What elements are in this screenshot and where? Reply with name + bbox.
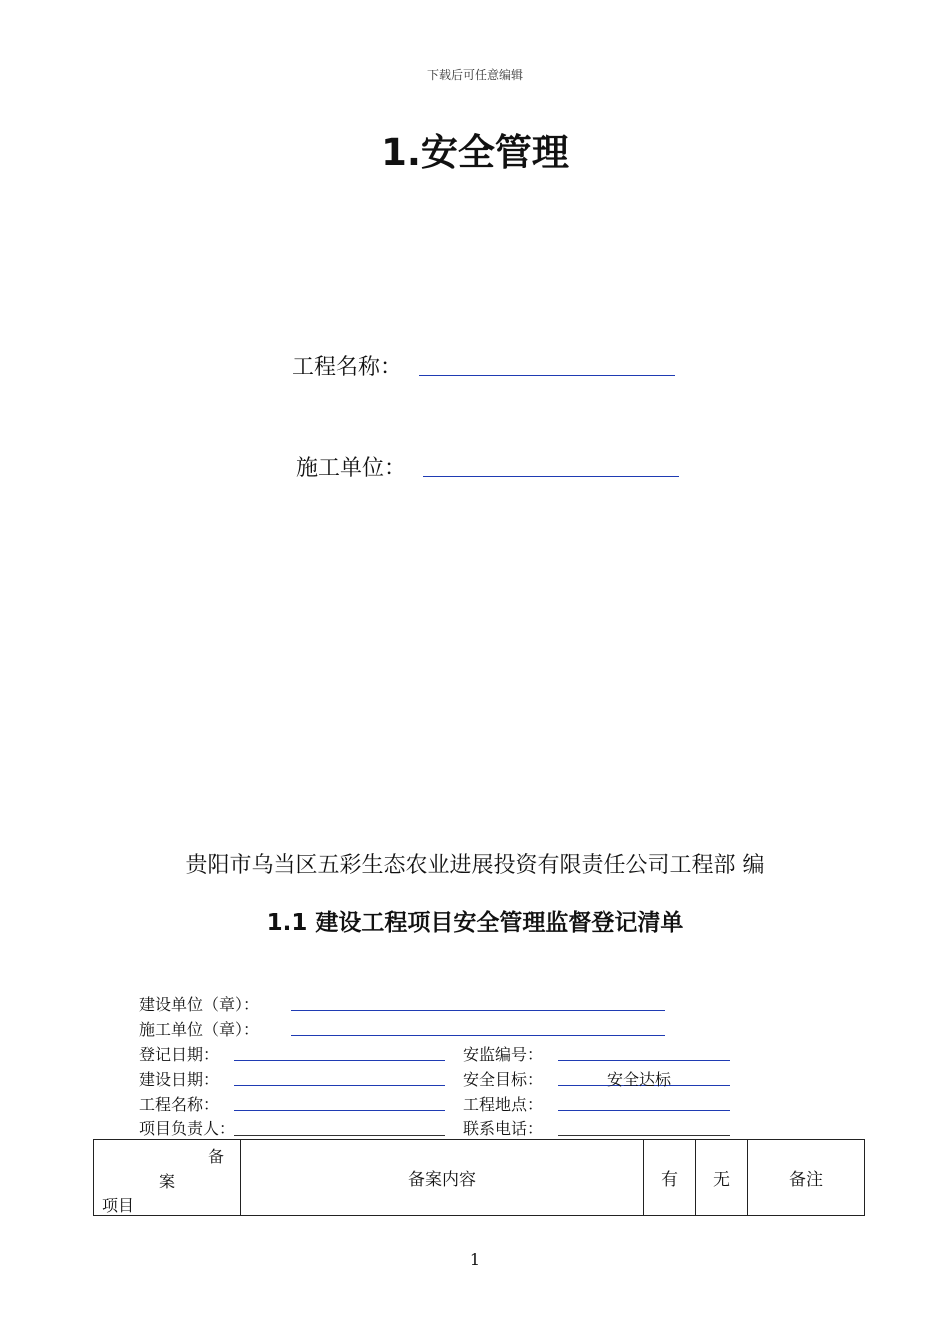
cover-project-name-label: 工程名称： [292,355,403,380]
diagonal-header-cell [94,1140,241,1216]
table-header-row [94,1140,865,1216]
header-note: 下载后可任意编辑 [426,68,523,82]
diag-header-bottom: 项目 [102,1196,135,1215]
builder-label: 建设单位（章）： [139,995,260,1014]
build-date-label: 建设日期： [139,1070,220,1089]
contact-phone-label: 联系电话： [463,1119,544,1138]
cover-contractor-field [296,451,406,482]
diag-header-mid: 案 [159,1172,176,1191]
col-yes-header: 有 [644,1140,696,1216]
contact-phone-line[interactable] [558,1135,730,1136]
section-subtitle: 1.1 建设工程项目安全管理监督登记清单 [266,910,684,936]
contractor-line[interactable] [291,1035,665,1036]
register-date-line[interactable] [234,1060,445,1061]
cover-project-name-field [292,350,402,381]
company-line: 贵阳市乌当区五彩生态农业进展投资有限责任公司工程部 编 [185,853,765,878]
col-no-header: 无 [696,1140,748,1216]
cover-contractor-label: 施工单位： [296,456,407,481]
cover-contractor-line[interactable] [423,475,679,477]
contractor-label: 施工单位（章）： [139,1020,260,1039]
safety-number-line[interactable] [558,1060,730,1061]
builder-line[interactable] [291,1010,665,1011]
project-manager-line[interactable] [234,1135,445,1136]
project-name-line[interactable] [234,1110,445,1111]
main-title: 1.安全管理 [381,131,569,174]
diag-header-top: 备 [207,1147,224,1166]
project-location-line[interactable] [558,1110,730,1111]
page-number: 1 [469,1250,481,1269]
registration-table [93,1139,865,1216]
col-content-header: 备案内容 [241,1140,644,1216]
build-date-line[interactable] [234,1085,445,1086]
project-manager-label: 项目负责人： [139,1119,236,1138]
safety-number-label: 安监编号： [463,1045,544,1064]
cover-project-name-line[interactable] [419,374,675,376]
col-note-header: 备注 [748,1140,865,1216]
safety-target-label: 安全目标： [463,1070,544,1089]
project-location-label: 工程地点： [463,1095,544,1114]
register-date-label: 登记日期： [139,1045,220,1064]
safety-target-value: 安全达标 [607,1070,672,1089]
project-name-label: 工程名称： [139,1095,220,1114]
